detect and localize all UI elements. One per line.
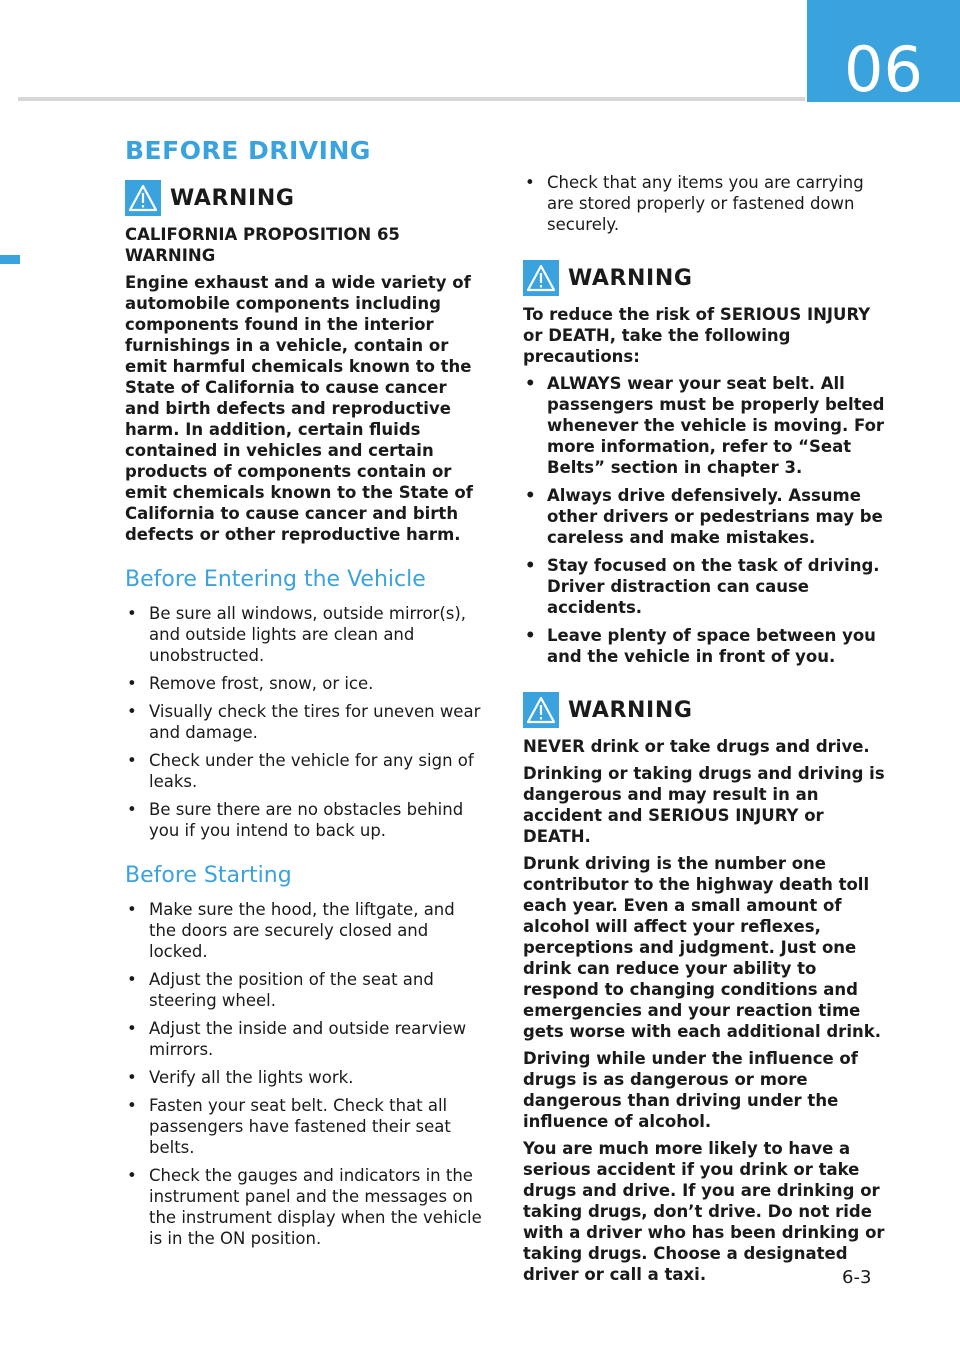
before-starting-list (125, 899, 485, 1249)
subsection-title-before-starting: Before Starting (125, 863, 292, 888)
list-item: • Visually check the tires for uneven wear and damage. (125, 701, 485, 743)
warning-triangle-icon (523, 692, 559, 728)
warning-text: Engine exhaust and a wide variety of automobile components including components found in the interior furnishings in a vehicle, contain or emit harmful chemicals known to the State of California to cause cancer and birth defects and reproductive harm. In addition, certain fluids contained in vehicles and certain products of components contain or emit chemicals known to the State of California to cause cancer and birth defects or other reproductive harm. (125, 273, 473, 544)
warning-text: Drunk driving is the number one contributor to the highway death toll each year. Even a small amount of alcohol will affect your reflexes, perceptions and judgment. Just one drink can reduce your ability to respond to changing conditions and emergencies and your reaction time gets worse with each additional drink. (523, 854, 881, 1041)
subsection-title-before-entering: Before Entering the Vehicle (125, 567, 426, 592)
list-item: • Check that any items you are carrying are stored properly or fastened down securely. (523, 172, 893, 235)
warning-text: To reduce the risk of SERIOUS INJURY or DEATH, take the following precautions: (523, 305, 871, 366)
list-item: • Adjust the position of the seat and steering wheel. (125, 969, 485, 1011)
list-item: • Check under the vehicle for any sign of leaks. (125, 750, 485, 792)
list-item: • Adjust the inside and outside rearview mirrors. (125, 1018, 485, 1060)
warning-heading: CALIFORNIA PROPOSITION 65 WARNING (125, 225, 400, 265)
left-column (125, 136, 485, 1256)
warning-triangle-icon (125, 180, 161, 216)
right-column (523, 172, 893, 1291)
warning-text: You are much more likely to have a serious accident if you drink or take drugs and drive. If you are drinking or taking drugs, don’t drive. Do not ride with a driver who has been drinking or taking drugs. Choose a designated driver or call a taxi. (523, 1139, 885, 1284)
list-item: • Check the gauges and indicators in the instrument panel and the messages on the instrument display when the vehicle is in the ON position. (125, 1165, 485, 1249)
warning-header (523, 692, 893, 728)
before-entering-list (125, 603, 485, 841)
list-item: • Always drive defensively. Assume other drivers or pedestrians may be careless and make mistakes. (523, 485, 893, 548)
warning-text: Driving while under the influence of drugs is as dangerous or more dangerous than driving under the influence of alcohol. (523, 1049, 858, 1131)
page-number: 6-3 (842, 1267, 872, 1288)
list-item: • Fasten your seat belt. Check that all passengers have fastened their seat belts. (125, 1095, 485, 1158)
list-item: • Leave plenty of space between you and the vehicle in front of you. (523, 625, 893, 667)
list-item: • Verify all the lights work. (125, 1067, 485, 1088)
list-item: • Remove frost, snow, or ice. (125, 673, 485, 694)
chapter-side-marker (0, 255, 20, 264)
precautions-list (523, 373, 893, 667)
list-item: • Make sure the hood, the liftgate, and the doors are securely closed and locked. (125, 899, 485, 962)
before-starting-list-continued (523, 172, 893, 235)
list-item: • Be sure all windows, outside mirror(s), and outside lights are clean and unobstructed. (125, 603, 485, 666)
section-title: BEFORE DRIVING (125, 136, 371, 165)
warning-label: WARNING (568, 265, 693, 291)
list-item: • Be sure there are no obstacles behind you if you intend to back up. (125, 799, 485, 841)
warning-header (125, 180, 485, 216)
warning-label: WARNING (170, 185, 295, 211)
warning-triangle-icon (523, 260, 559, 296)
warning-label: WARNING (568, 697, 693, 723)
warning-text: NEVER drink or take drugs and drive. (523, 737, 870, 756)
header-rule (18, 97, 805, 101)
list-item: • ALWAYS wear your seat belt. All passengers must be properly belted whenever the vehicle is moving. For more information, refer to “Seat Belts” section in chapter 3. (523, 373, 893, 478)
warning-header (523, 260, 893, 296)
warning-text: Drinking or taking drugs and driving is dangerous and may result in an accident and SERIOUS INJURY or DEATH. (523, 764, 885, 846)
list-item: • Stay focused on the task of driving. Driver distraction can cause accidents. (523, 555, 893, 618)
chapter-tab: 06 (807, 0, 960, 102)
